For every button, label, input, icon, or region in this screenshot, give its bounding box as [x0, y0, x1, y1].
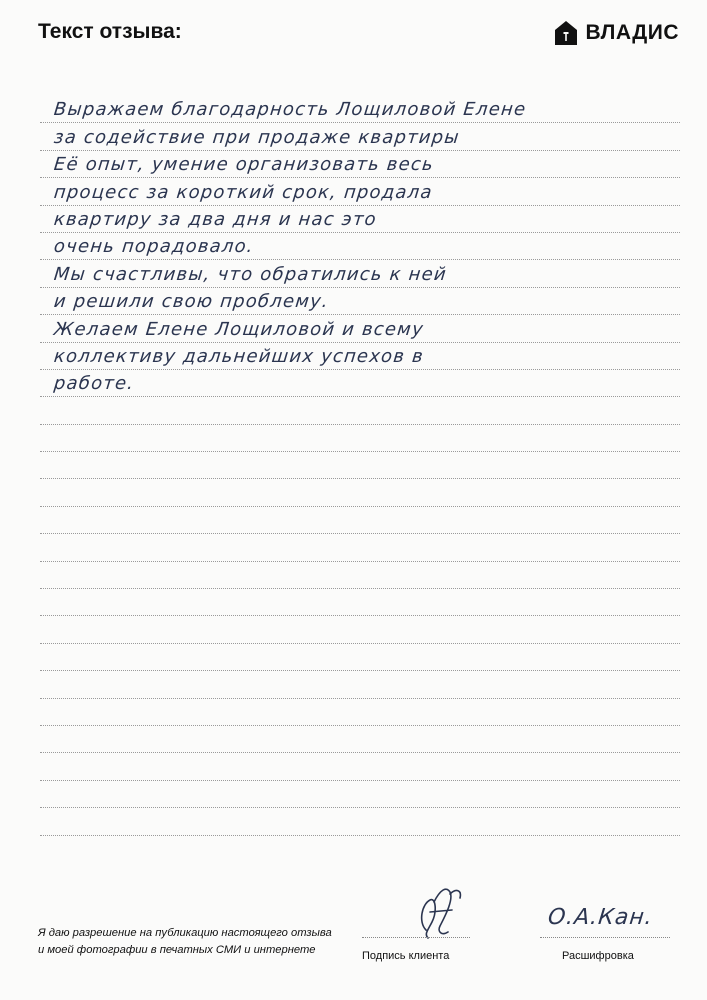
client-signature — [404, 882, 474, 952]
handwritten-text: очень порадовало. — [52, 236, 255, 258]
ruled-line — [40, 96, 680, 123]
handwritten-text: Желаем Елене Лощиловой и всему — [52, 318, 425, 340]
ruled-line — [40, 534, 680, 561]
handwritten-text: и решили свою проблему. — [52, 291, 330, 313]
ruled-line — [40, 370, 680, 397]
ruled-line — [40, 616, 680, 643]
ruled-line — [40, 397, 680, 424]
signature-label: Подпись клиента — [362, 950, 450, 962]
ruled-line — [40, 781, 680, 808]
ruled-line — [40, 753, 680, 780]
handwritten-text: работе. — [52, 373, 136, 395]
decipher-label: Расшифровка — [562, 950, 634, 962]
handwritten-text: коллективу дальнейших успехов в — [52, 345, 425, 367]
ruled-line — [40, 288, 680, 315]
ruled-line — [40, 315, 680, 342]
handwritten-text: Выражаем благодарность Лощиловой Елене — [52, 99, 528, 121]
ruled-line — [40, 479, 680, 506]
ruled-line — [40, 260, 680, 287]
consent-line: Я даю разрешение на публикацию настоящего отзыва — [38, 927, 332, 939]
ruled-line — [40, 644, 680, 671]
decipher-line — [540, 937, 670, 938]
handwritten-text: квартиру за два дня и нас это — [52, 208, 378, 230]
decipher-value: О.А.Кан. — [546, 905, 655, 930]
review-lines — [40, 96, 680, 836]
ruled-line — [40, 726, 680, 753]
ruled-line — [40, 233, 680, 260]
ruled-line — [40, 562, 680, 589]
signature-line — [362, 937, 470, 938]
consent-line: и моей фотографии в печатных СМИ и интернете — [38, 944, 316, 956]
form-title: Текст отзыва: — [38, 20, 182, 43]
ruled-line — [40, 452, 680, 479]
ruled-line — [40, 206, 680, 233]
ruled-line — [40, 425, 680, 452]
brand-logo — [554, 20, 679, 46]
publication-consent — [38, 925, 358, 959]
ruled-line — [40, 343, 680, 370]
brand-name: ВЛАДИС — [585, 21, 679, 44]
ruled-line — [40, 151, 680, 178]
ruled-line — [40, 507, 680, 534]
ruled-line — [40, 808, 680, 835]
ruled-line — [40, 123, 680, 150]
handwritten-text: Её опыт, умение организовать весь — [52, 154, 435, 176]
handwritten-text: Мы счастливы, что обратились к ней — [52, 263, 448, 285]
handwritten-text: за содействие при продаже квартиры — [52, 126, 461, 148]
ruled-line — [40, 589, 680, 616]
handwritten-text: процесс за короткий срок, продала — [52, 181, 434, 203]
house-icon — [554, 20, 578, 46]
ruled-line — [40, 178, 680, 205]
ruled-line — [40, 699, 680, 726]
ruled-line — [40, 671, 680, 698]
